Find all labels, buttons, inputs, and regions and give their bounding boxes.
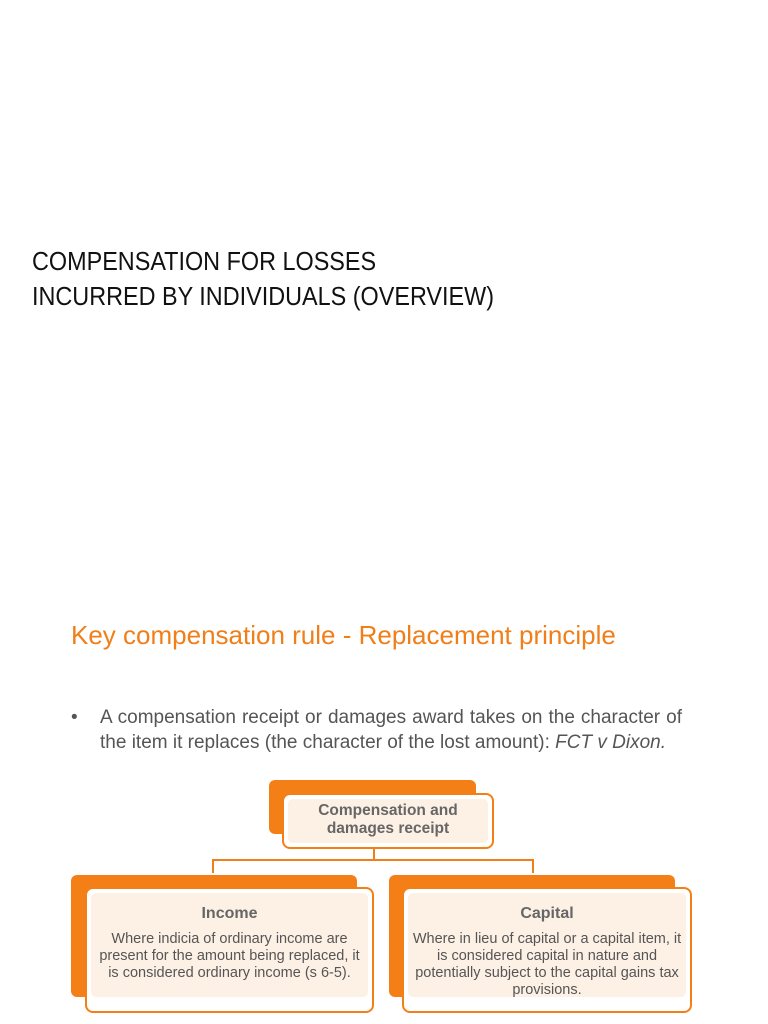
income-node-description: Where indicia of ordinary income are present for the amount being replaced, it is considered ordinary income (s 6-5). xyxy=(99,931,360,981)
bullet-list xyxy=(71,705,682,755)
bullet-item xyxy=(71,705,682,755)
case-citation: FCT v Dixon. xyxy=(555,732,667,753)
connector-income-drop xyxy=(212,859,214,873)
capital-node-title: Capital xyxy=(520,905,574,922)
root-node-title: Compensation and damages receipt xyxy=(318,802,458,837)
compensation-diagram xyxy=(0,778,768,1018)
connector-capital-drop xyxy=(532,859,534,873)
capital-node xyxy=(402,887,692,1013)
bullet-text: A compensation receipt or damages award takes on the character of the item it replaces (the character of the lost amount): xyxy=(100,707,682,753)
capital-node-description: Where in lieu of capital or a capital item, it is considered capital in nature and potentially subject to the capital gains tax provisions. xyxy=(412,931,682,998)
root-node xyxy=(282,793,494,849)
bullet-marker: • xyxy=(71,707,78,728)
slide-title-line-1: COMPENSATION FOR LOSSES xyxy=(32,246,377,276)
income-node-title: Income xyxy=(201,905,258,922)
income-node xyxy=(85,887,374,1013)
section-heading: Key compensation rule - Replacement principle xyxy=(71,620,616,650)
slide-title xyxy=(32,244,608,314)
connector-horizontal xyxy=(212,859,534,861)
slide-title-line-2: INCURRED BY INDIVIDUALS (OVERVIEW) xyxy=(32,281,495,311)
